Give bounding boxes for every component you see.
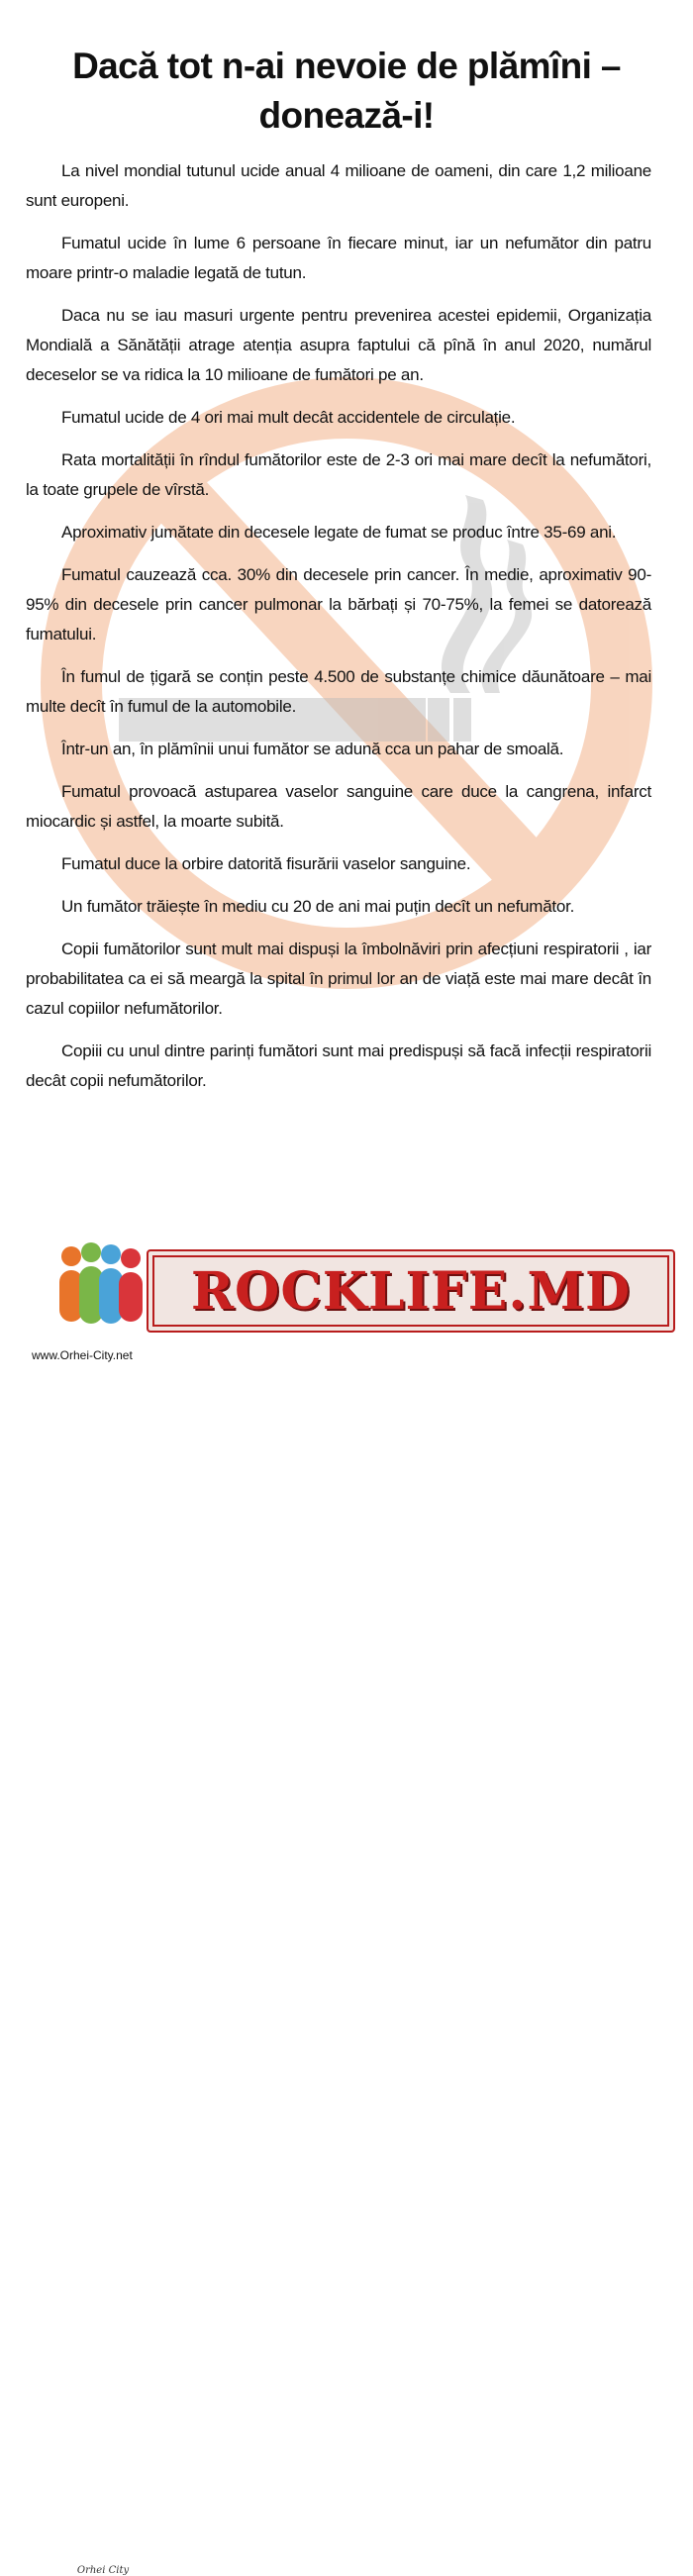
paragraph-1: La nivel mondial tutunul ucide anual 4 milioane de oameni, din care 1,2 milioane sunt europeni. bbox=[26, 161, 651, 210]
logo-url-link[interactable]: www.Orhei-City.net bbox=[32, 1348, 133, 1362]
title-line-1: Dacă tot n-ai nevoie de plămîni – bbox=[72, 46, 621, 86]
paragraph-2: Fumatul ucide în lume 6 persoane în fiecare minut, iar un nefumător din patru moare printr-o maladie legată de tutun. bbox=[26, 234, 651, 282]
paragraph-14: Copiii cu unul dintre parinți fumători sunt mai predispuși să facă infecții respiratorii decât copii nefumătorilor. bbox=[26, 1041, 651, 1090]
paragraph-9: Într-un an, în plămînii unui fumător se adună cca un pahar de smoală. bbox=[61, 740, 564, 758]
paragraph-13: Copii fumătorilor sunt mult mai dispuși la îmbolnăviri prin afecțiuni respiratorii , iar probabilitatea ca ei să meargă la spital în primul lor an de viață este mai mare decât în cazul copiilor nefumătorilor. bbox=[26, 940, 651, 1018]
paragraph-11: Fumatul duce la orbire datorită fisurării vaselor sanguine. bbox=[61, 854, 471, 873]
logo-caption: Orhei City bbox=[76, 2565, 130, 2576]
brand-text: ROCKLIFE.MD bbox=[190, 1260, 632, 1322]
title-line-2: donează-i! bbox=[258, 95, 435, 136]
paragraph-3: Daca nu se iau masuri urgente pentru prevenirea acestei epidemii, Organizația Mondială a Sănătății atrage atenția asupra faptului că pînă în anul 2020, numărul deceselor se va ridica la 10 milioane de fumători pe an. bbox=[26, 306, 651, 384]
paragraph-4: Fumatul ucide de 4 ori mai mult decât accidentele de circulație. bbox=[61, 408, 516, 427]
page-title bbox=[0, 42, 693, 141]
paragraph-5: Rata mortalității în rîndul fumătorilor este de 2-3 ori mai mare decît la nefumători, la toate grupele de vîrstă. bbox=[26, 450, 651, 499]
paragraph-6: Aproximativ jumătate din decesele legate de fumat se produc între 35-69 ani. bbox=[61, 523, 617, 542]
paragraph-10: Fumatul provoacă astuparea vaselor sanguine care duce la cangrena, infarct miocardic și astfel, la moarte subită. bbox=[26, 782, 651, 831]
paragraph-8: În fumul de țigară se conțin peste 4.500 de substanțe chimice dăunătoare – mai multe decît în fumul de la automobile. bbox=[26, 667, 651, 716]
rocklife-logo[interactable] bbox=[147, 1249, 675, 1333]
paragraph-7: Fumatul cauzează cca. 30% din decesele prin cancer. În medie, aproximativ 90-95% din decesele prin cancer pulmonar la bărbați și 70-75%, la femei se datorează fumatului. bbox=[26, 565, 651, 644]
body-text bbox=[26, 156, 651, 1109]
paragraph-12: Un fumător trăiește în mediu cu 20 de ani mai puțin decît un nefumător. bbox=[61, 897, 575, 916]
people-group-icon bbox=[50, 1242, 160, 1332]
